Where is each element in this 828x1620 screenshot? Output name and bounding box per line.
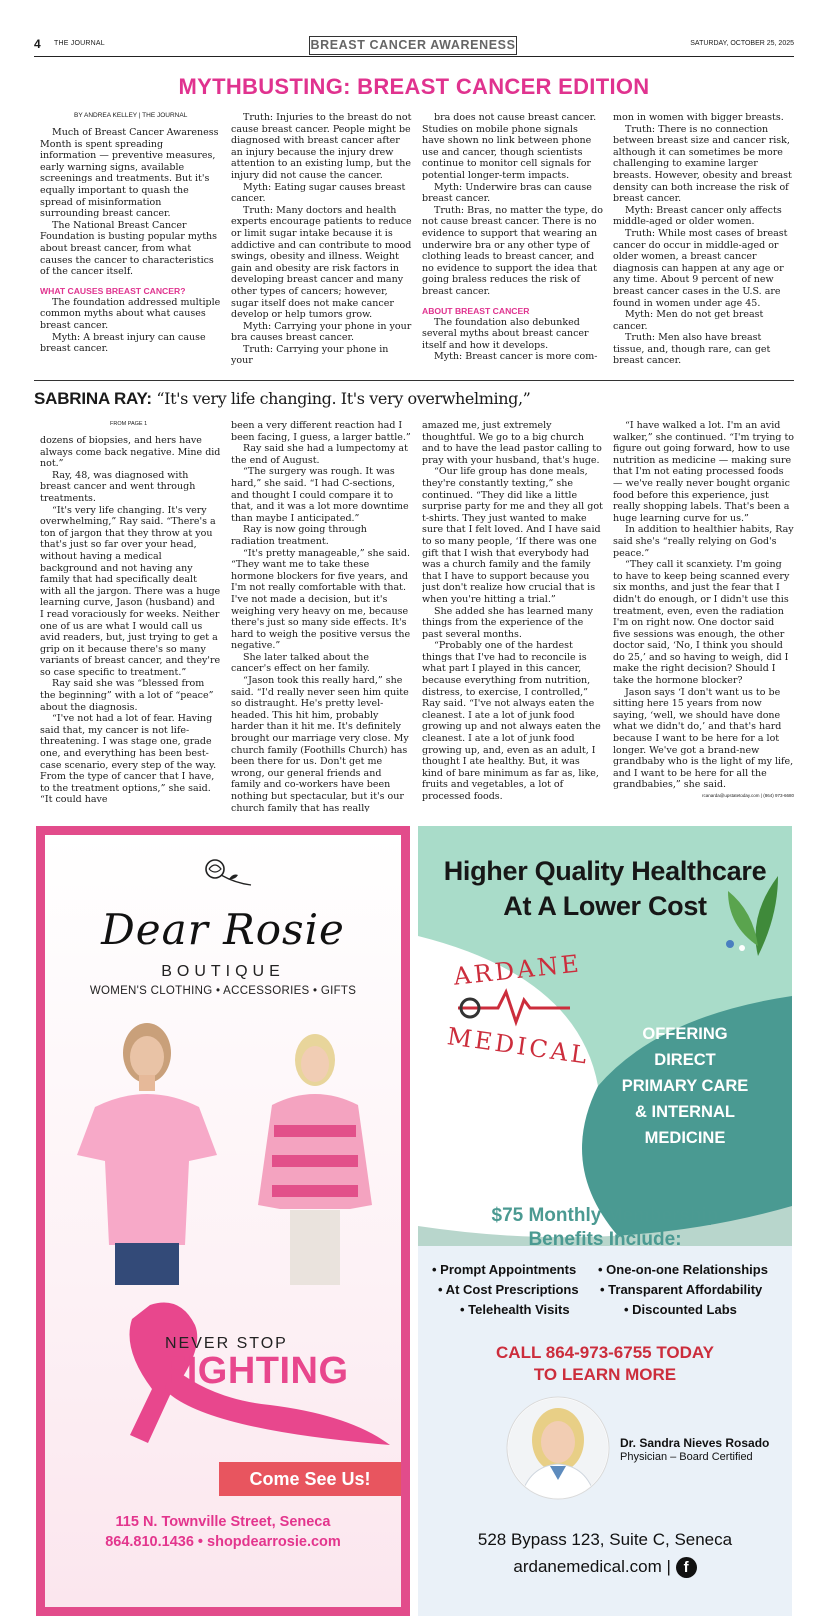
paragraph: Ray said she was “blessed from the beginning” with a lot of “peace” about the diagnosis. (40, 678, 214, 713)
medical-website: ardanemedical.com | (513, 1557, 671, 1576)
benefit-item: • At Cost Prescriptions (438, 1282, 579, 1297)
headline-line-2: At A Lower Cost (503, 891, 707, 921)
offering-line: PRIMARY CARE (621, 1077, 749, 1095)
article-column-1 (40, 112, 221, 374)
byline: BY ANDREA KELLEY | THE JOURNAL (74, 112, 188, 119)
issue-date: SATURDAY, OCTOBER 25, 2025 (690, 40, 794, 47)
paragraph: Truth: There is no connection between breast size and cancer risk, although it can sometimes be more challenging to examine larger breasts. However, obesity and breast density can both increase the risk of breast cancer. (613, 123, 792, 205)
paragraph: “Probably one of the hardest things that I've had to reconcile is what part I played in this cancer, because everything from nutrition, distress, to exercise, I controlled,” Ray said. “I've not always eaten the cleanest. I ate a lot of junk food growing up and not always eaten the cleanest. I ate a lot of junk food growing up, and, even as an adult, I thought I ate healthy. But, it was kind of bare minimum as far as, like, fruits and vegetables, a lot of processed foods. (422, 640, 601, 802)
article2-column-3 (422, 420, 603, 812)
paragraph: “I have walked a lot. I'm an avid walker,” she continued. “I'm trying to figure out going forward, how to use nutrition as medicine — making sure that I'm not eating processed foods — we've really never bought organic food before this experience, just really shopping labels. That's been a huge learning curve for us.” (613, 420, 794, 524)
call-learn-more: TO LEARN MORE (533, 1365, 677, 1384)
paragraph: “They call it scanxiety. I'm going to have to keep being scanned every six months, and just the fear that I didn't do enough, or I didn't use this treatment, even, even the radiation I'm on right now. One doctor said five sessions was enough, the other doctor said, ‘No, I think you should do 25,’ and so having to weigh, did I make the right decision? Should I take the hormone blocker? (613, 559, 790, 687)
article2-column-4 (613, 420, 794, 812)
benefits-right-list (598, 1260, 768, 1320)
boutique-contact (45, 1512, 401, 1552)
paragraph: Myth: Eating sugar causes breast cancer. (231, 181, 406, 205)
paragraph: “Jason took this really hard,” she said. “I'd really never seen him quite so distraught. He's pretty level-headed. This hit him, probably harder than it hit me. It's definitely brought our marriage very close. My church family (Foothills Church) has been there for us. Don't get me wrong, our general friends and family and co-workers have been nothing but spectacular, but it's our church family that has really (231, 675, 409, 812)
medical-contact (418, 1526, 792, 1580)
paragraph: been a very different reaction had I been facing, I guess, a larger battle.” (231, 420, 411, 443)
paragraph: Truth: While most cases of breast cancer do occur in middle-aged or older women, a breast cancer diagnosis can happen at any age or any time. About 9 percent of new breast cancer cases in the U.S. are found in women under age 45. (613, 227, 788, 309)
call-phone: CALL 864-973-6755 TODAY (496, 1343, 714, 1362)
facebook-icon: f (676, 1557, 697, 1578)
paragraph: Jason says ‘I don't want us to be sitting here 15 years from now saying, ‘well, we should have done what we didn't do,’ and that's hard because I want to be here for a lot longer. We've got a brand-new grandbaby who is the light of my life, and I want to be here for all the grandbabies,” she said. (613, 686, 794, 791)
article-column-4 (613, 112, 794, 374)
benefit-item: • Discounted Labs (624, 1302, 737, 1317)
paragraph: Myth: Breast cancer is more com- (434, 351, 598, 363)
membership-price: $75 Monthly Membership (491, 1205, 719, 1226)
article-headline: MYTHBUSTING: BREAST CANCER EDITION (178, 74, 650, 99)
paragraph: mon in women with bigger breasts. (613, 112, 784, 123)
page-header (34, 36, 794, 57)
ardane-medical-logo (428, 944, 608, 1074)
paragraph: The foundation addressed multiple common myths about what causes breast cancer. (40, 296, 221, 331)
paragraph: “It's pretty manageable,” she said. “They want me to take these hormone blockers for five years, and I'm not really comfortable with that. I've not made a decision, but it's weighing very heavy on me, because there's just so many side effects. It's hard to weigh the positive versus the negative.” (231, 547, 411, 652)
offering-line: OFFERING (642, 1025, 728, 1043)
logo-word-medical: MEDICAL (445, 1022, 592, 1070)
paragraph: “I've not had a lot of fear. Having said that, my cancer is not life-threatening. I was stage one, grade one, and everything has been best-case scenario, every step of the way. From the type of cancer that I have, to the treatment options,” she said. “It could have (40, 713, 217, 806)
paragraph: Ray is now going through radiation treatment. (231, 524, 367, 547)
benefit-item: • One-on-one Relationships (598, 1262, 768, 1277)
paragraph: The foundation also debunked several myths about breast cancer itself and how it develops. (422, 316, 589, 351)
offering-line: MEDICINE (644, 1129, 726, 1147)
doctor-photo (506, 1396, 610, 1500)
offering-line: DIRECT (654, 1051, 716, 1069)
membership-benefits-title: Benefits Include: (528, 1229, 682, 1250)
jump-line: FROM PAGE 1 (110, 421, 148, 427)
subhead-about: ABOUT BREAST CANCER (422, 305, 530, 316)
model-photo-striped-sweater (250, 1030, 380, 1285)
paragraph: bra does not cause breast cancer. Studies on mobile phone signals have shown no link between phone use and cancer, though scientists continue to monitor cell signals for potential longer-term impacts. (422, 112, 597, 181)
ad-ardane-medical (418, 826, 792, 1616)
stethoscope-heartbeat-icon (458, 992, 570, 1022)
article-sabrina-ray (40, 420, 794, 812)
paragraph: “The surgery was rough. It was hard,” she said. “I had C-sections, and thought I could compare it to that, and it was a lot more downtime than maybe I anticipated.” (231, 466, 409, 524)
benefits-left-list (432, 1260, 579, 1320)
paragraph: Truth: Men also have breast tissue, and, though rare, can get breast cancer. (613, 332, 771, 367)
membership-heading (418, 1204, 792, 1252)
doctor-title: Physician – Board Certified (620, 1451, 753, 1463)
rose-icon (195, 855, 255, 895)
slogan-fighting: FIGHTING (163, 1350, 349, 1392)
paragraph: The National Breast Cancer Foundation is busting popular myths about breast cancer, from what causes the cancer to characteristics of the cancer itself. (40, 219, 218, 278)
paragraph: In addition to healthier habits, Ray said she's “really relying on God's peace.” (613, 524, 794, 559)
medical-website-line (418, 1553, 792, 1580)
subhead-causes: WHAT CAUSES BREAST CANCER? (40, 285, 186, 296)
paragraph: dozens of biopsies, and hers have always come back negative. Mine did not.” (40, 435, 221, 470)
paragraph: Much of Breast Cancer Awareness Month is spent spreading information — preventive measures, early warning signs, available screenings and treatments. But it's equally important to quash the spread of misinformation surrounding breast cancer. (40, 127, 219, 220)
article2-column-2 (231, 420, 412, 812)
paragraph: Myth: Underwire bras can cause breast cancer. (422, 181, 592, 205)
section-divider (34, 380, 794, 381)
boutique-name: Dear Rosie (101, 905, 345, 954)
article-column-3 (422, 112, 603, 374)
benefit-item: • Transparent Affordability (600, 1282, 763, 1297)
paragraph: Truth: Bras, no matter the type, do not cause breast cancer. There is no evidence to support that wearing an underwire bra or any other type of clothing leads to breast cancer, and no evidence to support the idea that going braless reduces the risk of breast cancer. (422, 204, 603, 297)
article-column-2 (231, 112, 412, 374)
article2-quote: “It's very life changing. It's very overwhelming,” (156, 389, 531, 408)
paragraph: Truth: Carrying your phone in your (231, 343, 389, 367)
paragraph: Ray, 48, was diagnosed with breast cancer and went through treatments. (40, 469, 196, 504)
offering-text (600, 1021, 770, 1151)
logo-word-ardane: ARDANE (452, 949, 583, 991)
slogan-never-stop: NEVER STOP (165, 1335, 288, 1352)
medical-address: 528 Bypass 123, Suite C, Seneca (477, 1530, 733, 1549)
offering-line: & INTERNAL (635, 1103, 735, 1121)
paragraph: Ray said she had a lumpectomy at the end of August. (231, 443, 408, 466)
section-title: BREAST CANCER AWARENESS (309, 36, 517, 55)
paragraph: Myth: Breast cancer only affects middle-aged or older women. (613, 204, 782, 228)
article2-name: SABRINA RAY: (34, 389, 152, 408)
paragraph: “It's very life changing. It's very overwhelming,” Ray said. “There's a ton of jargon that they throw at you that's just so far over your head, without having a medical background and not having any family that had specifically dealt with all the jargon. There was a huge learning curve, Jason (husband) and I read voraciously for weeks. Neither one of us are what I would call us avid readers, but, just trying to get a grip on it because there's so many variants of breast cancer, and they're so case specific to treatment.” (40, 504, 221, 678)
paragraph: Truth: Many doctors and health experts encourage patients to reduce or limit sugar intake because it is addictive and can contribute to mood swings, obesity and illness. Weight gain and obesity are risk factors in developing breast cancer and many other types of cancers; however, sugar itself does not make cancer develop or help tumors grow. (231, 204, 412, 321)
paragraph: amazed me, just extremely thoughtful. We go to a big church and to have the lead pastor calling to pray with your husband, that's huge. (422, 420, 602, 466)
boutique-type: BOUTIQUE (161, 963, 285, 980)
headline-line-1: Higher Quality Healthcare (443, 856, 767, 886)
medical-headline (418, 854, 792, 924)
publication-name: THE JOURNAL (54, 40, 105, 47)
doctor-name: Dr. Sandra Nieves Rosado (620, 1436, 770, 1450)
paragraph: She later talked about the cancer's effect on her family. (231, 651, 370, 675)
page-number: 4 (34, 37, 41, 51)
paragraph: She added she has learned many things from the experience of the past several months. (422, 605, 593, 640)
paragraph: Myth: Men do not get breast cancer. (613, 309, 764, 332)
paragraph: “Our life group has done meals, they're constantly texting,” she continued. “They did like a little surprise party for me and they all got t-shirts. They just wanted to make sure that I felt loved. And I have said to so many people, ‘If there was one gift that I wish that everybody had was a church family and the family that I have to support because you just don't realize how crucial that is when you're hitting a trial.” (422, 466, 603, 605)
boutique-phone-web: 864.810.1436 • shopdearrosie.com (105, 1534, 341, 1550)
article2-column-1 (40, 420, 221, 812)
come-see-us-banner: Come See Us! (219, 1462, 401, 1496)
model-photo-pink-tee (67, 1015, 227, 1285)
boutique-tagline: WOMEN'S CLOTHING • ACCESSORIES • GIFTS (89, 985, 357, 997)
ad-dear-rosie (36, 826, 410, 1616)
paragraph: Truth: Injuries to the breast do not cause breast cancer. People might be diagnosed with breast cancer after an injury because the injury drew attention to an existing lump, but the injury did not cause the cancer. (231, 112, 412, 181)
reporter-contact: rcanarda@upstatetoday.com | (864) 973-6680 (702, 793, 794, 798)
call-to-action (418, 1342, 792, 1386)
paragraph: Myth: A breast injury can cause breast cancer. (40, 331, 206, 355)
paragraph: Myth: Carrying your phone in your bra causes breast cancer. (231, 320, 412, 344)
article-mythbusting (40, 112, 794, 374)
benefit-item: • Prompt Appointments (432, 1262, 577, 1277)
benefit-item: • Telehealth Visits (460, 1302, 570, 1317)
boutique-address: 115 N. Townville Street, Seneca (115, 1514, 331, 1530)
article2-headline (34, 389, 530, 409)
ad-dear-rosie-panel (45, 835, 401, 1607)
